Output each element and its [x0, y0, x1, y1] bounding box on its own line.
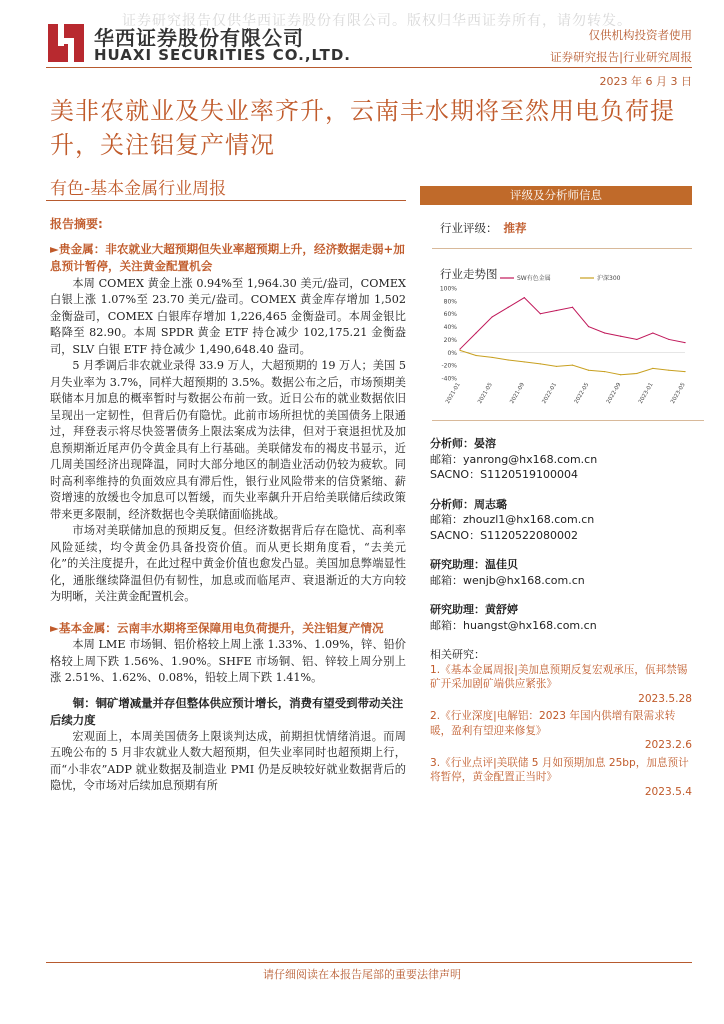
data-point	[556, 366, 557, 367]
data-point	[636, 339, 637, 340]
data-point	[572, 307, 573, 308]
title-divider	[46, 200, 406, 201]
analyst-email: 邮箱：wenjb@hx168.com.cn	[430, 573, 585, 587]
series-line	[460, 298, 685, 349]
industry-rating: 行业评级： 推荐	[440, 221, 527, 235]
section-heading: ►基本金属：云南丰水期将至保障用电负荷提升，关注铝复产情况	[50, 620, 384, 635]
report-type: 证券研究报告|行业研究周报	[550, 50, 692, 64]
data-point	[620, 336, 621, 337]
y-tick-label: 20%	[443, 336, 457, 344]
x-tick-label: 2021-01	[445, 382, 462, 405]
paragraph: 本周 COMEX 黄金上涨 0.94%至 1,964.30 美元/盎司，COMEX 白银上涨 1.07%至 23.70 美元/盎司。COMEX 黄金库存增加 1,502 金衡盎司，COMEX 白银库存增加 1,226,465 金衡盎司。本周金银比略降至 82.90。本周 SPDR 黄金 ETF 持仓减少 102,175.21 金衡盎司，SLV 白银 ETF 持仓减少 1,490,648.40 盎司。	[50, 276, 406, 356]
sub-heading: 铜：铜矿增减量并存但整体供应预计增长，消费有望受到带动关注后续力度	[50, 695, 404, 727]
data-point	[508, 307, 509, 308]
analyst-name: 研究助理：黄舒婷	[430, 603, 518, 616]
footer-note: 请仔细阅读在本报告尾部的重要法律声明	[263, 968, 461, 981]
y-tick-label: 60%	[443, 311, 457, 319]
data-point	[636, 373, 637, 374]
footer-divider	[46, 962, 692, 963]
related-date: 2023.2.6	[644, 739, 692, 751]
analyst-name: 分析师：晏溶	[430, 437, 496, 450]
x-tick-label: 2021-09	[509, 382, 527, 405]
y-tick-label: 0%	[447, 349, 457, 357]
y-tick-label: 80%	[443, 298, 457, 306]
related-item[interactable]: 1.《基本金属周报|美加息预期反复宏观承压，佤邦禁锡矿开采加剧矿端供应紧张》	[430, 663, 688, 690]
huaxi-logo	[46, 20, 86, 64]
data-point	[652, 368, 653, 369]
data-point	[572, 365, 573, 366]
y-tick-label: 40%	[443, 324, 457, 332]
trend-chart	[430, 270, 692, 410]
series-line	[460, 350, 685, 374]
data-point	[684, 371, 685, 372]
paragraph: 本周 LME 市场铜、铝价格较上周上涨 1.33%、1.09%，锌、铅价格较上周下跌 1.56%、1.90%。SHFE 市场铜、铝、锌较上周分别上涨 2.51%、1.62%、0.08%，铅较上周下跌 1.41%。	[50, 638, 406, 684]
report-title: 美非农就业及失业率齐升，云南丰水期将至然用电负荷提升，关注铝复产情况	[50, 97, 675, 159]
analyst-list	[430, 436, 692, 802]
header-divider	[46, 67, 692, 68]
trend-label: 行业走势图	[440, 267, 498, 281]
analyst-entry	[430, 602, 692, 633]
sidebar-divider	[432, 420, 704, 421]
analyst-name: 研究助理：温佳贝	[430, 558, 518, 571]
brand-name-cn: 华西证券股份有限公司	[94, 26, 304, 50]
x-tick-label: 2023-05	[670, 382, 687, 405]
data-point	[475, 355, 476, 356]
y-tick-label: -40%	[441, 375, 457, 383]
data-point	[459, 348, 460, 349]
triangle-icon: ►	[50, 620, 59, 635]
data-point	[588, 370, 589, 371]
data-point	[556, 310, 557, 311]
data-point	[668, 370, 669, 371]
analyst-sacno: SACNO：S1120519100004	[430, 468, 579, 481]
data-point	[588, 326, 589, 327]
x-tick-label: 2022-05	[573, 382, 591, 405]
x-tick-label: 2023-01	[637, 382, 655, 405]
analyst-email: 邮箱：zhouzl1@hx168.com.cn	[430, 513, 595, 526]
report-date: 2023 年 6 月 3 日	[599, 75, 692, 88]
y-tick-label: 100%	[439, 285, 457, 293]
analyst-sacno: SACNO：S1120522080002	[430, 528, 579, 542]
sidebar	[420, 186, 692, 405]
analyst-name: 分析师：周志璐	[430, 497, 507, 511]
y-tick-label: -20%	[441, 362, 457, 370]
data-point	[652, 332, 653, 333]
x-tick-label: 2022-01	[541, 382, 559, 405]
legend-label: SW有色金属	[517, 275, 551, 282]
data-point	[540, 313, 541, 314]
analyst-email: 邮箱：yanrong@hx168.com.cn	[430, 452, 598, 466]
data-point	[475, 332, 476, 333]
analyst-entry	[430, 557, 692, 588]
sidebar-panel-title: 评级及分析师信息	[420, 186, 692, 205]
summary-label: 报告摘要:	[50, 217, 103, 231]
summary-column	[50, 216, 406, 795]
paragraph: 5 月季调后非农就业录得 33.9 万人，大超预期的 19 万人；美国 5 月失业率为 3.7%，同样大超预期的 3.5%。数据公布之后，市场预期美联储本月加息的概率暂时与数据公布前一致。近日公布的就业数据依旧呈现出一定韧性，但背后仍有隐忧。此前市场所担忧的美国债务上限通过，拜登表示将尽快签署债务上限法案成为法律，但对于衰退担忧及加息预期渐近尾声仍令黄金具有上行基础。美联储发布的褐皮书显示，近几周美国经济出现降温，同时大部分地区的制造业活动仍较为疲软。同时高利率维持的负面效应具有滞后性，银行业风险带来的信贷紧缩、薪资增速的放缓也令加息可以暂缓，而失业率飙升开启给美联储后续政策带来更多限制，经济数据也令美联储面临挑战。	[50, 359, 406, 521]
report-subtitle: 有色-基本金属行业周报	[50, 179, 227, 199]
analyst-entry	[430, 436, 692, 483]
related-item[interactable]: 2.《行业深度|电解铝：2023 年国内供增有限需求转暖，盈利有望迎来修复》	[430, 710, 676, 737]
data-point	[604, 371, 605, 372]
data-point	[524, 361, 525, 362]
legend-label: 沪深300	[597, 275, 621, 282]
analyst-entry	[430, 497, 692, 544]
data-point	[668, 339, 669, 340]
audience-note: 仅供机构投资者使用	[588, 28, 692, 42]
x-tick-label: 2022-09	[605, 382, 623, 405]
data-point	[540, 363, 541, 364]
related-date: 2023.5.4	[644, 785, 692, 798]
section-heading: ►贵金属：非农就业大超预期但失业率超预期上升，经济数据走弱+加息预计暂停，关注黄金配置机会	[50, 241, 405, 273]
brand-name-en: HUAXI SECURITIES CO.,LTD.	[94, 46, 351, 64]
related-item[interactable]: 3.《行业点评|美联储 5 月如预期加息 25bp，加息预计将暂停，黄金配置正当时》	[430, 756, 689, 783]
x-tick-label: 2021-05	[477, 382, 494, 405]
triangle-icon: ►	[50, 241, 59, 256]
data-point	[620, 374, 621, 375]
data-point	[492, 357, 493, 358]
data-point	[684, 342, 685, 343]
data-point	[604, 332, 605, 333]
related-title: 相关研究：	[430, 648, 485, 661]
watermark: 证券研究报告仅供华西证券股份有限公司。版权归华西证券所有，请勿转发。	[122, 13, 632, 29]
paragraph: 市场对美联储加息的预期反复。但经济数据背后存在隐忧、高利率风险延续，均令黄金仍具备投资价值。而从更长期角度看，“去美元化”的关注度提升，在此过程中黄金价值也愈发凸显。美国加息弊端显性化，通胀继续降温但仍有韧性，加息或而临尾声、衰退渐近的大方向较为明晰，关注黄金配置机会。	[50, 524, 406, 603]
analyst-email: 邮箱：huangst@hx168.com.cn	[430, 618, 597, 632]
data-point	[524, 297, 525, 298]
sidebar-divider	[432, 248, 692, 249]
paragraph: 宏观面上，本周美国债务上限谈判达成，前期担忧情绪消退。而周五晚公布的 5 月非农就业人数大超预期，但失业率同时也超预期上行，而“小非农”ADP 就业数据及制造业 PMI 仍是反映较好就业数据背后的隐忧，令市场对后续加息预期有所	[50, 729, 406, 792]
rating-value: 推荐	[503, 221, 527, 235]
data-point	[508, 359, 509, 360]
data-point	[492, 316, 493, 317]
related-date: 2023.5.28	[638, 692, 692, 705]
data-point	[459, 350, 460, 351]
